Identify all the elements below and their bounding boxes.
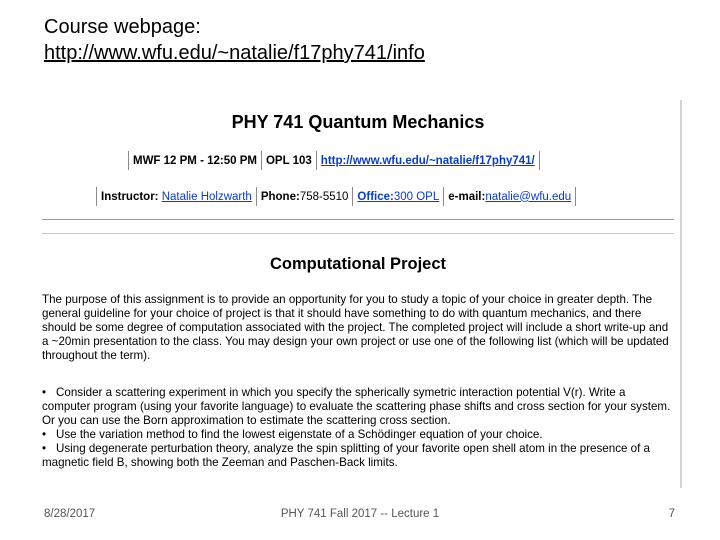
schedule-row xyxy=(128,151,540,170)
slide-title-label: Course webpage: xyxy=(44,16,201,38)
slide-number: 7 xyxy=(668,508,675,520)
course-url-link[interactable]: http://www.wfu.edu/~natalie/f17phy741/info xyxy=(44,42,425,64)
list-item-text: Using degenerate perturbation theory, analyze the spin splitting of your favorite open shell atom in the presence of a magnetic field B, showing both the Zeeman and Paschen-Back limits. xyxy=(42,442,651,470)
page-heading: PHY 741 Quantum Mechanics xyxy=(231,112,485,132)
course-page-link[interactable]: http://www.wfu.edu/~natalie/f17phy741/ xyxy=(320,154,535,167)
project-description: The purpose of this assignment is to provide an opportunity for you to study a topic of your choice in greater depth. The general guideline for your choice of project is that it should have something to do with quantum mechanics, and there should be some degree of computation associated with the project. The completed project will include a short write-up and a ~20min presentation to the class. You may design your own project or use one of the following list (which will be updated throughout the term). xyxy=(42,293,669,363)
list-item-text: Use the variation method to find the lowest eigenstate of a Schödinger equation of your choice. xyxy=(56,428,543,442)
divider xyxy=(42,219,674,220)
phone-label: Phone: xyxy=(260,190,300,203)
section-heading: Computational Project xyxy=(269,255,446,273)
schedule-time: MWF 12 PM - 12:50 PM xyxy=(128,151,262,170)
bullet-icon: • xyxy=(42,442,47,456)
office-link[interactable]: 300 OPL xyxy=(393,190,440,203)
webpage-screenshot xyxy=(40,100,684,488)
bullet-icon: • xyxy=(42,428,47,442)
email-link[interactable]: natalie@wfu.edu xyxy=(485,190,572,203)
schedule-room: OPL 103 xyxy=(262,151,317,170)
contact-row xyxy=(96,187,576,206)
instructor-label: Instructor: xyxy=(101,190,159,203)
slide-title xyxy=(44,14,425,66)
project-list xyxy=(42,386,676,471)
email-label: e-mail: xyxy=(448,190,486,203)
list-item xyxy=(42,386,676,428)
list-item xyxy=(42,428,676,442)
footer-title: PHY 741 Fall 2017 -- Lecture 1 xyxy=(280,508,440,520)
bullet-icon: • xyxy=(42,386,47,399)
instructor-link[interactable]: Natalie Holzwarth xyxy=(161,190,252,203)
divider xyxy=(42,233,674,234)
office-label[interactable]: Office: xyxy=(357,190,394,203)
screenshot-edge xyxy=(680,100,682,488)
list-item-text: Consider a scattering experiment in which you specify the spherically symetric interaction potential V(r). Write a computer program (using your favorite language) to evaluate the scattering phase shifts and cross section for your system. Or you can use the Born approximation to estimate the scattering cross section. xyxy=(42,386,671,428)
phone-value: 758-5510 xyxy=(299,190,349,203)
list-item xyxy=(42,442,676,470)
footer-date: 8/28/2017 xyxy=(44,508,96,520)
